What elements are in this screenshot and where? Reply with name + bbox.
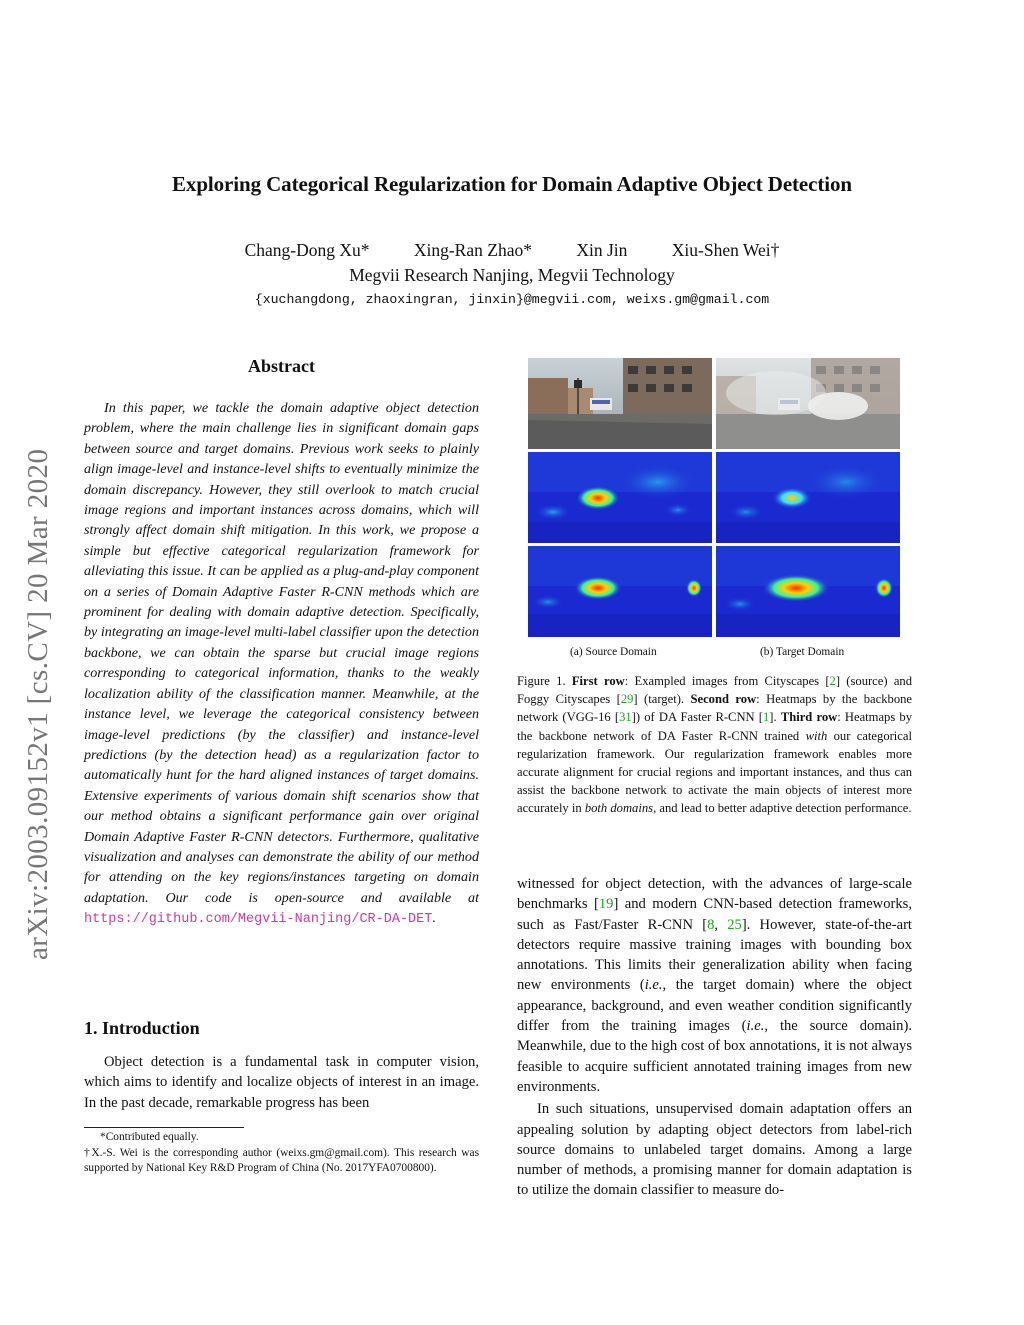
citation-link[interactable]: 8 [707,916,715,933]
body-emphasis: i.e. [644,977,663,994]
caption-text: ] (target). [633,692,691,707]
citation-link[interactable]: 19 [598,896,614,913]
introduction-heading: 1. Introduction [84,1018,200,1038]
target-heatmap-baseline [716,452,900,543]
target-photo [716,358,900,449]
affiliation: Megvii Research Nanjing, Megvii Technology [349,265,675,285]
body-text: ]. However, state-of-the-art detectors require massive training images with bounding box annotations. This limits their generalization ability when facing new environments ( [517,916,912,994]
intro-paragraph-2: In such situations, unsupervised domain adaptation offers an appealing solution by adapting object detectors from label-rich source domains to unlabeled target domains. Among a large number of methods, a promising manner for domain adaptation is to utilize the domain classifier to measure do- [517,1101,912,1199]
caption-emphasis: with [805,728,828,743]
caption-text: our categorical regularization framework. Our regularization framework enables more accurate alignment for crucial regions and important instances, and thus can assist the backbone network to activate the main objects of interest more accurately in [517,728,912,816]
citation-link[interactable]: 1 [763,710,770,725]
caption-label: Figure 1. [517,674,566,688]
citation-link[interactable]: 25 [727,916,742,933]
caption-row-1: First row [571,674,625,688]
code-link[interactable]: https://github.com/Megvii-Nanjing/CR-DA-DET [84,912,433,928]
body-emphasis: i.e. [746,1018,765,1035]
caption-text: , and lead to better adaptive detection performance. [653,801,912,816]
abstract-text: In this paper, we tackle the domain adaptive object detection problem, where the main challenge lies in significant domain gaps between source and target domains. Previous work seeks to plainly align image-level and instance-level shifts to eventually minimize the domain discrepancy. However, they still overlook to match crucial image regions and important instances across domains, which will strongly affect domain shift mitigation. In this work, we propose a simple but effective categorical regularization framework for alleviating this issue. It can be applied as a plug-and-play component on a series of Domain Adaptive Faster R-CNN methods which are prominent for dealing with domain adaptive detection. Specifically, by integrating an image-level multi-label classifier upon the detection backbone, we can obtain the sparse but crucial image regions corresponding to categorical information, thanks to the weakly localization ability of the classification manner. Meanwhile, at the instance level, we leverage the categorical consistency between image-level predictions (by the classifier) and instance-level predictions (by the detection head) as a regularization factor to automatically hunt for the hard aligned instances of target domains. Extensive experiments of various domain shift scenarios show that our method obtains a significant performance gain over original Domain Adaptive Faster R-CNN detectors. Furthermore, qualitative visualization and analyses can demonstrate the ability of our method for attending on the key regions/instances targeting on domain adaptation. Our code is open-source and available at [84,400,479,906]
subcaption-source: (a) Source Domain [570,646,657,658]
author-1: Chang-Dong Xu* [244,240,370,260]
abstract-heading: Abstract [248,356,315,376]
caption-text: : Exampled images from Cityscapes [ [624,674,830,688]
footnotes [84,1130,479,1177]
citation-link[interactable]: 2 [829,674,836,688]
source-heatmap-baseline [528,452,712,543]
caption-row-2: Second row [690,692,757,707]
caption-text: ]) of DA Faster R-CNN [ [631,710,763,725]
footnote-2: †X.-S. Wei is the corresponding author (weixs.gm@gmail.com). This research was supported by National Key R&D Program of China (No. 2017YFA0700800). [84,1146,479,1174]
author-4: Xiu-Shen Wei† [671,240,780,260]
introduction-right-text [517,874,912,1201]
footnote-1: *Contributed equally. [100,1131,199,1143]
caption-row-3: Third row [780,710,838,725]
arxiv-stamp: arXiv:2003.09152v1 [cs.CV] 20 Mar 2020 [22,448,54,960]
figure-caption [517,672,912,818]
caption-text: ]. [769,710,781,725]
introduction-left-text: Object detection is a fundamental task in computer vision, which aims to identify and localize objects of interest in an image. In the past decade, remarkable progress has been [84,1054,479,1111]
intro-paragraph-1 [517,874,912,1097]
author-2: Xing-Ran Zhao* [413,240,532,260]
citation-link[interactable]: 29 [620,692,634,707]
source-heatmap-regularized [528,546,712,637]
abstract-body: In this paper, we tackle the domain adaptive object detection problem, where the main challenge lies in significant domain gaps between source and target domains. Previous work seeks to plainly align image-level and instance-level shifts to eventually minimize the domain discrepancy. However, they still overlook to match crucial image regions and important instances across domains, which will strongly affect domain shift mitigation. In this work, we propose a simple but effective categorical regularization framework for alleviating this issue. It can be applied as a plug-and-play component on a series of Domain Adaptive Faster R-CNN methods which are prominent for dealing with domain adaptive detection. Specifically, by integrating an image-level multi-label classifier upon the detection backbone, we can obtain the sparse but crucial image regions corresponding to categorical information, thanks to the weakly localization ability of the classification manner. Meanwhile, at the instance level, we leverage the categorical consistency between image-level predictions (by the classifier) and instance-level predictions (by the detection head) as a regularization factor to automatically hunt for the hard aligned instances of target domains. Extensive experiments of various domain shift scenarios show that our method obtains a significant performance gain over original Domain Adaptive Faster R-CNN detectors. Furthermore, qualitative visualization and analyses can demonstrate the ability of our method for attending on the key regions/instances targeting on domain adaptation. Our code is open-source and available at https://github.com/Megvii-Nanjing/CR-DA-DET. [84,400,479,928]
target-heatmap-regularized [716,546,900,637]
body-text: ] and modern CNN-based detection frameworks, such as Fast/Faster R-CNN [ [517,896,912,933]
body-text: , [714,916,728,933]
caption-emphasis: both domains [584,801,654,816]
source-photo [528,358,712,449]
body-text: witnessed for object detection, with the advances of large-scale benchmarks [ [517,876,912,913]
caption-text: : Heatmaps by the backbone network (VGG-16 [ [517,692,913,725]
subcaption-target: (b) Target Domain [760,646,845,658]
caption-text: : Heatmaps by the backbone network of DA Faster R-CNN trained [517,710,913,743]
author-list [0,240,1024,261]
body-text: , the source domain). Meanwhile, due to the high cost of box annotations, it is not always feasible to acquire sufficient annotated training images from new environments. [517,1018,912,1095]
author-emails: {xuchangdong, zhaoxingran, jinxin}@megvii.com, weixs.gm@gmail.com [254,292,770,307]
paper-title: Exploring Categorical Regularization for Domain Adaptive Object Detection [172,172,852,196]
body-text: , the target domain) where the object appearance, background, and even weather condition significantly differ from the training images ( [517,977,912,1035]
citation-link[interactable]: 31 [619,710,632,725]
figure-1 [528,358,900,638]
caption-text: ] (source) and Foggy Cityscapes [ [517,674,912,707]
footnote-rule [84,1127,244,1128]
author-3: Xin Jin [576,240,628,260]
